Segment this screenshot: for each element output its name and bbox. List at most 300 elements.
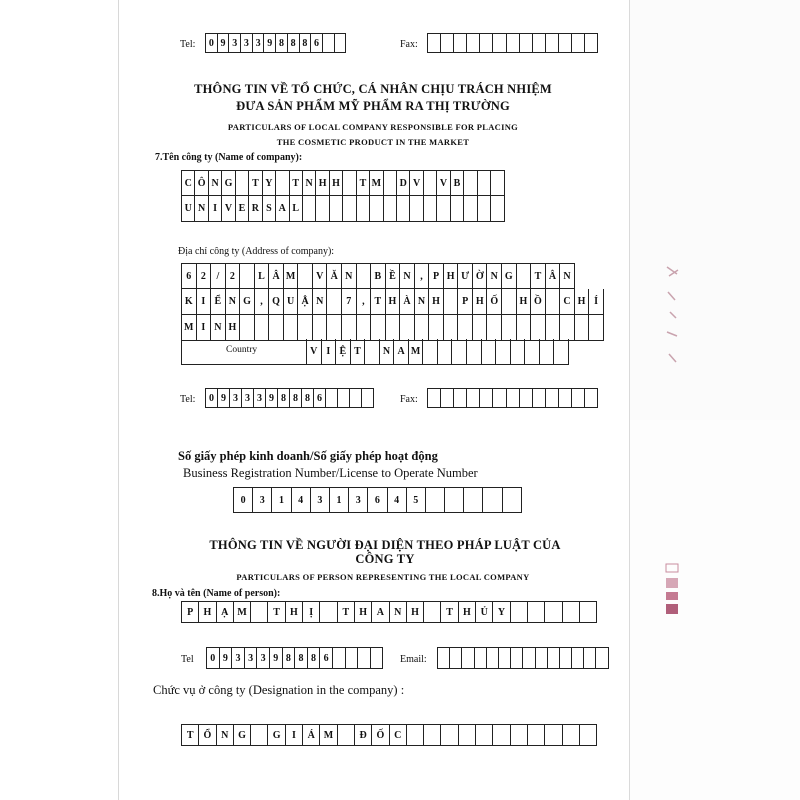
license-number-grid[interactable] (233, 487, 522, 513)
char-cell: I (209, 196, 222, 222)
char-cell: N (400, 263, 415, 289)
char-cell: N (487, 263, 502, 289)
char-cell (284, 315, 299, 341)
char-cell: 1 (330, 487, 349, 513)
char-cell (454, 388, 467, 408)
char-cell: A (276, 196, 289, 222)
char-cell: Ủ (476, 601, 493, 623)
char-cell (480, 33, 493, 53)
char-cell (450, 647, 462, 669)
char-cell (323, 33, 335, 53)
char-cell (546, 315, 561, 341)
char-cell: 8 (308, 647, 321, 669)
char-cell: H (444, 263, 459, 289)
char-cell (531, 315, 546, 341)
char-cell: 6 (311, 33, 323, 53)
char-cell: C (182, 170, 195, 196)
char-cell: C (560, 289, 575, 315)
char-cell (546, 289, 561, 315)
char-cell (580, 724, 597, 746)
license-title-en: Business Registration Number/License to Operate Number (183, 466, 478, 480)
char-cell: Y (493, 601, 510, 623)
char-cell (523, 647, 535, 669)
char-cell (464, 196, 477, 222)
char-cell (560, 647, 572, 669)
char-cell (255, 315, 270, 341)
char-cell: Â (546, 263, 561, 289)
person-heading-vi-2: CÔNG TY (355, 552, 415, 566)
top-fax-label: Fax: (400, 39, 418, 50)
char-cell (426, 487, 445, 513)
char-cell (563, 601, 580, 623)
char-cell (467, 33, 480, 53)
char-cell: , (357, 289, 372, 315)
char-cell (313, 315, 328, 341)
char-cell (511, 339, 526, 365)
char-cell: T (531, 263, 546, 289)
char-cell (475, 647, 487, 669)
char-cell (400, 315, 415, 341)
char-cell (407, 724, 424, 746)
char-cell (343, 170, 356, 196)
char-cell (517, 315, 532, 341)
char-cell (572, 388, 585, 408)
char-cell: Â (269, 263, 284, 289)
char-cell (596, 647, 608, 669)
char-cell: T (249, 170, 262, 196)
char-cell (424, 196, 437, 222)
char-cell: Á (303, 724, 320, 746)
char-cell: 3 (232, 647, 245, 669)
person-name-label: 8.Họ và tên (Name of person): (152, 588, 281, 599)
char-cell (454, 33, 467, 53)
char-cell: 8 (290, 388, 302, 408)
char-cell (441, 724, 458, 746)
char-cell: Ạ (217, 601, 234, 623)
char-cell (338, 724, 355, 746)
grid-row (181, 170, 505, 196)
char-cell (362, 388, 374, 408)
char-cell: G (240, 289, 255, 315)
char-cell: 9 (218, 388, 230, 408)
char-cell: E (236, 196, 249, 222)
grid-row (181, 263, 604, 289)
char-cell: V (437, 170, 450, 196)
char-cell (511, 724, 528, 746)
char-cell (371, 647, 384, 669)
char-cell: T (351, 339, 366, 365)
char-cell (520, 33, 533, 53)
company-tel-label: Tel: (180, 394, 196, 405)
char-cell: D (397, 170, 410, 196)
char-cell: H (459, 601, 476, 623)
char-cell (240, 315, 255, 341)
char-cell (451, 196, 464, 222)
char-cell: M (182, 315, 197, 341)
char-cell (536, 647, 548, 669)
char-cell (424, 170, 437, 196)
stamp-mark-lower (662, 560, 684, 620)
char-cell: 3 (349, 487, 368, 513)
company-tel-grid[interactable] (205, 388, 374, 408)
company-name-grid[interactable] (181, 170, 505, 222)
char-cell (462, 647, 474, 669)
char-cell: S (263, 196, 276, 222)
char-cell (415, 315, 430, 341)
char-cell: 9 (220, 647, 233, 669)
company-heading-en-1: PARTICULARS OF LOCAL COMPANY RESPONSIBLE FOR PLACING (227, 122, 519, 132)
char-cell: G (268, 724, 285, 746)
char-cell (496, 339, 511, 365)
char-cell: N (415, 289, 430, 315)
char-cell (370, 196, 383, 222)
top-tel-label: Tel: (180, 39, 196, 50)
char-cell: 8 (278, 388, 290, 408)
char-cell (240, 263, 255, 289)
char-cell (580, 601, 597, 623)
char-cell: B (371, 263, 386, 289)
char-cell (357, 263, 372, 289)
char-cell (480, 388, 493, 408)
char-cell: 4 (292, 487, 311, 513)
company-name-label: 7.Tên công ty (Name of company): (155, 152, 303, 163)
char-cell (384, 196, 397, 222)
char-cell: Q (269, 289, 284, 315)
char-cell (572, 647, 584, 669)
char-cell: 8 (288, 33, 300, 53)
char-cell: , (255, 289, 270, 315)
char-cell: H (286, 601, 303, 623)
char-cell (441, 33, 454, 53)
designation-label: Chức vụ ở công ty (Designation in the company) : (153, 683, 405, 697)
char-cell (467, 388, 480, 408)
person-heading-en: PARTICULARS OF PERSON REPRESENTING THE LOCAL COMPANY (236, 572, 530, 582)
char-cell: N (313, 289, 328, 315)
company-fax-grid[interactable] (427, 388, 598, 408)
char-cell: 3 (242, 388, 254, 408)
char-cell: H (575, 289, 590, 315)
stamp-mark-upper-icon (663, 262, 683, 372)
char-cell (452, 339, 467, 365)
country-grid[interactable] (306, 339, 569, 365)
char-cell: 8 (295, 647, 308, 669)
char-cell: 8 (276, 33, 288, 53)
char-cell (384, 170, 397, 196)
char-cell: 9 (264, 33, 276, 53)
char-cell: 0 (206, 33, 218, 53)
char-cell (545, 601, 562, 623)
char-cell: Ệ (336, 339, 351, 365)
company-fax-label: Fax: (400, 394, 418, 405)
char-cell: V (307, 339, 322, 365)
char-cell: G (502, 263, 517, 289)
char-cell (533, 33, 546, 53)
char-cell: 3 (230, 388, 242, 408)
char-cell (428, 388, 441, 408)
grid-row (181, 196, 505, 222)
char-cell (502, 315, 517, 341)
char-cell: B (451, 170, 464, 196)
char-cell: N (195, 196, 208, 222)
char-cell: U (284, 289, 299, 315)
char-cell: M (234, 601, 251, 623)
char-cell: H (355, 601, 372, 623)
char-cell: Ồ (531, 289, 546, 315)
char-cell (563, 724, 580, 746)
char-cell: 6 (368, 487, 387, 513)
person-heading-vi-1: THÔNG TIN VỀ NGƯỜI ĐẠI DIỆN THEO PHÁP LUẬT CỦA (209, 538, 561, 552)
top-fax-grid[interactable] (427, 33, 598, 53)
background-page-edge-lower (630, 420, 800, 800)
char-cell (371, 315, 386, 341)
license-title-vi: Số giấy phép kinh doanh/Số giấy phép hoạt động (178, 449, 438, 463)
char-cell: Ờ (473, 263, 488, 289)
char-cell (528, 724, 545, 746)
char-cell: N (390, 601, 407, 623)
char-cell: H (429, 289, 444, 315)
char-cell (511, 601, 528, 623)
char-cell: 7 (342, 289, 357, 315)
char-cell: Ô (195, 170, 208, 196)
designation-grid[interactable] (181, 724, 597, 746)
char-cell (269, 315, 284, 341)
char-cell (559, 33, 572, 53)
char-cell: P (458, 289, 473, 315)
person-tel-grid[interactable] (206, 647, 383, 669)
char-cell: 3 (253, 487, 272, 513)
char-cell (511, 647, 523, 669)
char-cell: I (197, 289, 212, 315)
char-cell: 2 (226, 263, 241, 289)
char-cell: , (415, 263, 430, 289)
char-cell: V (410, 170, 423, 196)
char-cell (572, 33, 585, 53)
char-cell: T (338, 601, 355, 623)
char-cell: G (222, 170, 235, 196)
char-cell (326, 388, 338, 408)
char-cell: 5 (407, 487, 426, 513)
char-cell (236, 170, 249, 196)
char-cell: H (199, 601, 216, 623)
char-cell (554, 339, 569, 365)
char-cell (276, 170, 289, 196)
char-cell: Ể (211, 289, 226, 315)
char-cell: P (182, 601, 199, 623)
char-cell: V (313, 263, 328, 289)
char-cell (424, 601, 441, 623)
char-cell (517, 263, 532, 289)
char-cell: 4 (388, 487, 407, 513)
char-cell (444, 315, 459, 341)
char-cell: M (284, 263, 299, 289)
char-cell: 3 (311, 487, 330, 513)
char-cell: I (286, 724, 303, 746)
char-cell: 0 (234, 487, 253, 513)
char-cell (540, 339, 555, 365)
person-email-label: Email: (400, 654, 427, 665)
char-cell: 3 (241, 33, 253, 53)
company-address-grid[interactable] (181, 263, 604, 341)
char-cell (335, 33, 347, 53)
char-cell (589, 315, 604, 341)
char-cell (493, 388, 506, 408)
char-cell: 6 (314, 388, 326, 408)
char-cell (327, 315, 342, 341)
char-cell (493, 33, 506, 53)
char-cell (437, 196, 450, 222)
char-cell (444, 289, 459, 315)
char-cell: 1 (272, 487, 291, 513)
char-cell: 9 (270, 647, 283, 669)
char-cell (575, 315, 590, 341)
char-cell: U (182, 196, 195, 222)
char-cell (338, 388, 350, 408)
char-cell: Ố (372, 724, 389, 746)
char-cell (476, 724, 493, 746)
char-cell: 3 (245, 647, 258, 669)
company-heading-vi-1: THÔNG TIN VỀ TỔ CHỨC, CÁ NHÂN CHỊU TRÁCH NHIỆM (194, 82, 552, 96)
char-cell: N (380, 339, 395, 365)
char-cell: N (226, 289, 241, 315)
char-cell: H (226, 315, 241, 341)
char-cell (438, 647, 450, 669)
top-tel-grid[interactable] (205, 33, 346, 53)
char-cell: À (400, 289, 415, 315)
char-cell (343, 196, 356, 222)
char-cell: Ố (487, 289, 502, 315)
char-cell: T (371, 289, 386, 315)
char-cell (441, 388, 454, 408)
char-cell: H (473, 289, 488, 315)
char-cell (487, 647, 499, 669)
grid-row (181, 315, 604, 341)
char-cell: 8 (302, 388, 314, 408)
char-cell: 0 (207, 647, 220, 669)
char-cell: T (268, 601, 285, 623)
person-name-grid[interactable] (181, 601, 597, 623)
company-address-label: Địa chỉ công ty (Address of company): (178, 246, 335, 257)
char-cell: N (209, 170, 222, 196)
char-cell: T (182, 724, 199, 746)
char-cell: H (517, 289, 532, 315)
char-cell: M (370, 170, 383, 196)
char-cell: 6 (182, 263, 197, 289)
char-cell: Ậ (298, 289, 313, 315)
person-tel-label: Tel (181, 654, 194, 665)
char-cell: Ổ (199, 724, 216, 746)
char-cell: N (211, 315, 226, 341)
char-cell (342, 315, 357, 341)
char-cell (546, 388, 559, 408)
char-cell (533, 388, 546, 408)
char-cell (546, 33, 559, 53)
char-cell: T (441, 601, 458, 623)
char-cell: 9 (218, 33, 230, 53)
char-cell (424, 724, 441, 746)
char-cell (298, 263, 313, 289)
stamp-mark-lower-icon (662, 560, 684, 620)
char-cell: M (409, 339, 424, 365)
char-cell (438, 339, 453, 365)
char-cell (429, 315, 444, 341)
char-cell: A (372, 601, 389, 623)
char-cell (397, 196, 410, 222)
char-cell (487, 315, 502, 341)
char-cell: Ư (458, 263, 473, 289)
char-cell: Ă (327, 263, 342, 289)
char-cell: I (322, 339, 337, 365)
char-cell (545, 724, 562, 746)
char-cell (473, 315, 488, 341)
char-cell (478, 170, 491, 196)
char-cell (559, 388, 572, 408)
char-cell (303, 196, 316, 222)
char-cell (491, 196, 504, 222)
char-cell: N (303, 170, 316, 196)
company-heading-vi-2: ĐƯA SẢN PHẨM MỸ PHẨM RA THỊ TRƯỜNG (236, 99, 510, 113)
char-cell (507, 388, 520, 408)
char-cell: Ị (303, 601, 320, 623)
char-cell (320, 601, 337, 623)
char-cell (548, 647, 560, 669)
company-heading-en-2: THE COSMETIC PRODUCT IN THE MARKET (276, 137, 470, 147)
char-cell (386, 315, 401, 341)
char-cell: K (182, 289, 197, 315)
char-cell (585, 388, 598, 408)
char-cell: Ề (386, 263, 401, 289)
char-cell (502, 289, 517, 315)
char-cell (251, 724, 268, 746)
char-cell: V (222, 196, 235, 222)
char-cell (520, 388, 533, 408)
char-cell: L (290, 196, 303, 222)
char-cell (330, 196, 343, 222)
char-cell: H (316, 170, 329, 196)
char-cell: T (357, 170, 370, 196)
char-cell (464, 487, 483, 513)
char-cell: M (320, 724, 337, 746)
char-cell (585, 33, 598, 53)
char-cell: 6 (320, 647, 333, 669)
char-cell (584, 647, 596, 669)
char-cell (410, 196, 423, 222)
char-cell (482, 339, 497, 365)
char-cell: L (255, 263, 270, 289)
char-cell (464, 170, 477, 196)
char-cell (327, 289, 342, 315)
char-cell (251, 601, 268, 623)
char-cell (528, 601, 545, 623)
char-cell (350, 388, 362, 408)
char-cell (357, 196, 370, 222)
person-email-grid[interactable] (437, 647, 609, 669)
char-cell: / (211, 263, 226, 289)
background-page-edge (630, 0, 800, 420)
char-cell (357, 315, 372, 341)
char-cell: 3 (229, 33, 241, 53)
char-cell: P (429, 263, 444, 289)
char-cell (493, 724, 510, 746)
stamp-mark-upper (663, 262, 683, 372)
char-cell: I (197, 315, 212, 341)
char-cell: R (249, 196, 262, 222)
char-cell: Y (263, 170, 276, 196)
char-cell: 2 (197, 263, 212, 289)
char-cell (483, 487, 502, 513)
char-cell: 8 (283, 647, 296, 669)
char-cell (445, 487, 464, 513)
char-cell: 8 (300, 33, 312, 53)
